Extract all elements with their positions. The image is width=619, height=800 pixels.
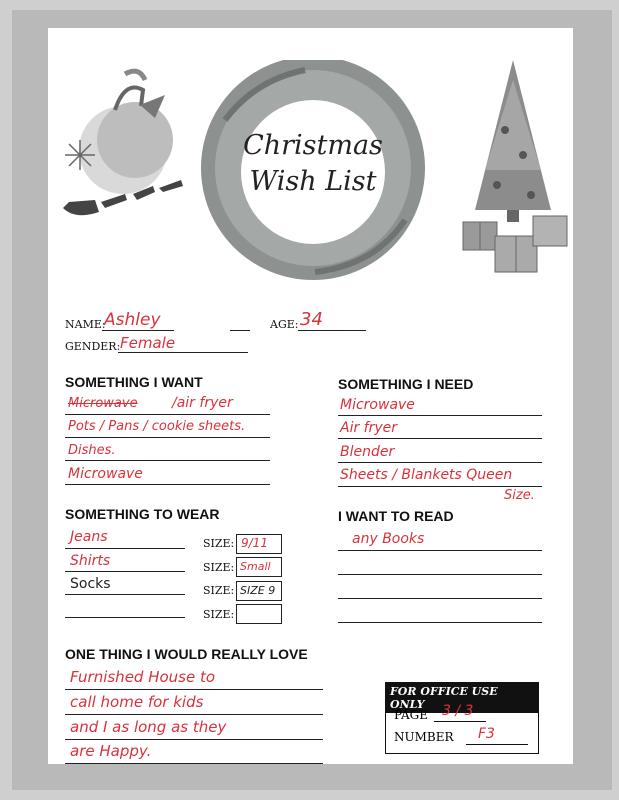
office-number-underline [466,744,528,745]
size-label-2: SIZE: [203,561,235,574]
wish-list-title [238,128,388,200]
size-label-3: SIZE: [203,584,235,597]
office-page-underline [434,721,486,722]
need-item-1[interactable]: Microwave [340,397,415,413]
age-underline [298,330,366,331]
love-line-2 [65,714,323,715]
size-value-1: 9/11 [241,536,268,550]
need-line-4 [338,486,542,487]
want-item-2[interactable]: Pots / Pans / cookie sheets. [68,419,246,434]
read-line-1 [338,550,542,551]
want-item-4[interactable]: Microwave [68,466,143,482]
want-item-1[interactable]: /air fryer [172,395,233,411]
wear-line-2 [65,571,185,572]
size-box-2[interactable] [236,557,282,577]
need-line-3 [338,462,542,463]
read-line-2 [338,574,542,575]
office-page-label: PAGE [394,708,428,722]
wear-item-3[interactable]: Socks [70,576,111,592]
need-item-5[interactable]: Size. [504,488,535,503]
read-item-1[interactable]: any Books [352,531,425,547]
office-number-value[interactable]: F3 [478,726,495,742]
wear-line-1 [65,548,185,549]
name-label: NAME: [65,318,106,331]
size-value-3: SIZE 9 [240,584,276,597]
want-line-2 [65,437,270,438]
wear-heading: SOMETHING TO WEAR [65,506,220,522]
size-label-1: SIZE: [203,537,235,550]
gift-boxes-icon [463,216,567,272]
size-label-4: SIZE: [203,608,235,621]
age-field[interactable]: 34 [300,309,323,330]
need-item-4[interactable]: Sheets / Blankets Queen [340,467,513,483]
love-line-4 [65,763,323,764]
size-box-1[interactable] [236,534,282,554]
office-use-box [385,682,539,754]
want-line-4 [65,484,270,485]
snowflake-icon [65,140,95,170]
need-item-2[interactable]: Air fryer [340,420,398,436]
want-line-3 [65,460,270,461]
title-line-2: Wish List [249,166,377,197]
office-use-heading: FOR OFFICE USE ONLY [386,683,538,713]
wear-line-3 [65,594,185,595]
name-underline [102,330,174,331]
love-line-1-text[interactable]: Furnished House to [70,668,216,686]
want-line-1 [65,414,270,415]
love-line-1 [65,689,323,690]
need-line-2 [338,438,542,439]
name-underline-extra [230,330,250,331]
read-heading: I WANT TO READ [338,508,454,524]
moon-icon [79,71,173,194]
christmas-tree-icon [475,60,551,222]
need-heading: SOMETHING I NEED [338,376,474,392]
title-line-1: Christmas [243,130,383,161]
love-line-2-text[interactable]: call home for kids [70,693,204,711]
wear-line-4 [65,617,185,618]
office-page-value[interactable]: 3 / 3 [442,703,474,719]
want-item-1-struck[interactable]: Microwave [68,396,138,411]
love-line-3-text[interactable]: and I as long as they [70,718,227,736]
size-box-4[interactable] [236,604,282,624]
want-heading: SOMETHING I WANT [65,374,203,390]
love-line-4-text[interactable]: are Happy. [70,742,152,760]
love-heading: ONE THING I WOULD REALLY LOVE [65,646,308,662]
name-field[interactable]: Ashley [104,310,161,330]
wear-item-2[interactable]: Shirts [70,553,111,569]
wear-item-1[interactable]: Jeans [70,529,108,545]
love-line-3 [65,739,323,740]
want-item-3[interactable]: Dishes. [68,443,116,458]
read-line-3 [338,598,542,599]
size-box-3[interactable] [236,581,282,601]
gender-label: GENDER: [65,340,121,353]
read-line-4 [338,622,542,623]
office-number-label: NUMBER [394,730,454,744]
gender-underline [118,352,248,353]
age-label: AGE: [270,318,299,331]
gender-field[interactable]: Female [120,334,176,352]
size-value-2: Small [240,560,271,573]
need-item-3[interactable]: Blender [340,444,395,460]
need-line-1 [338,415,542,416]
